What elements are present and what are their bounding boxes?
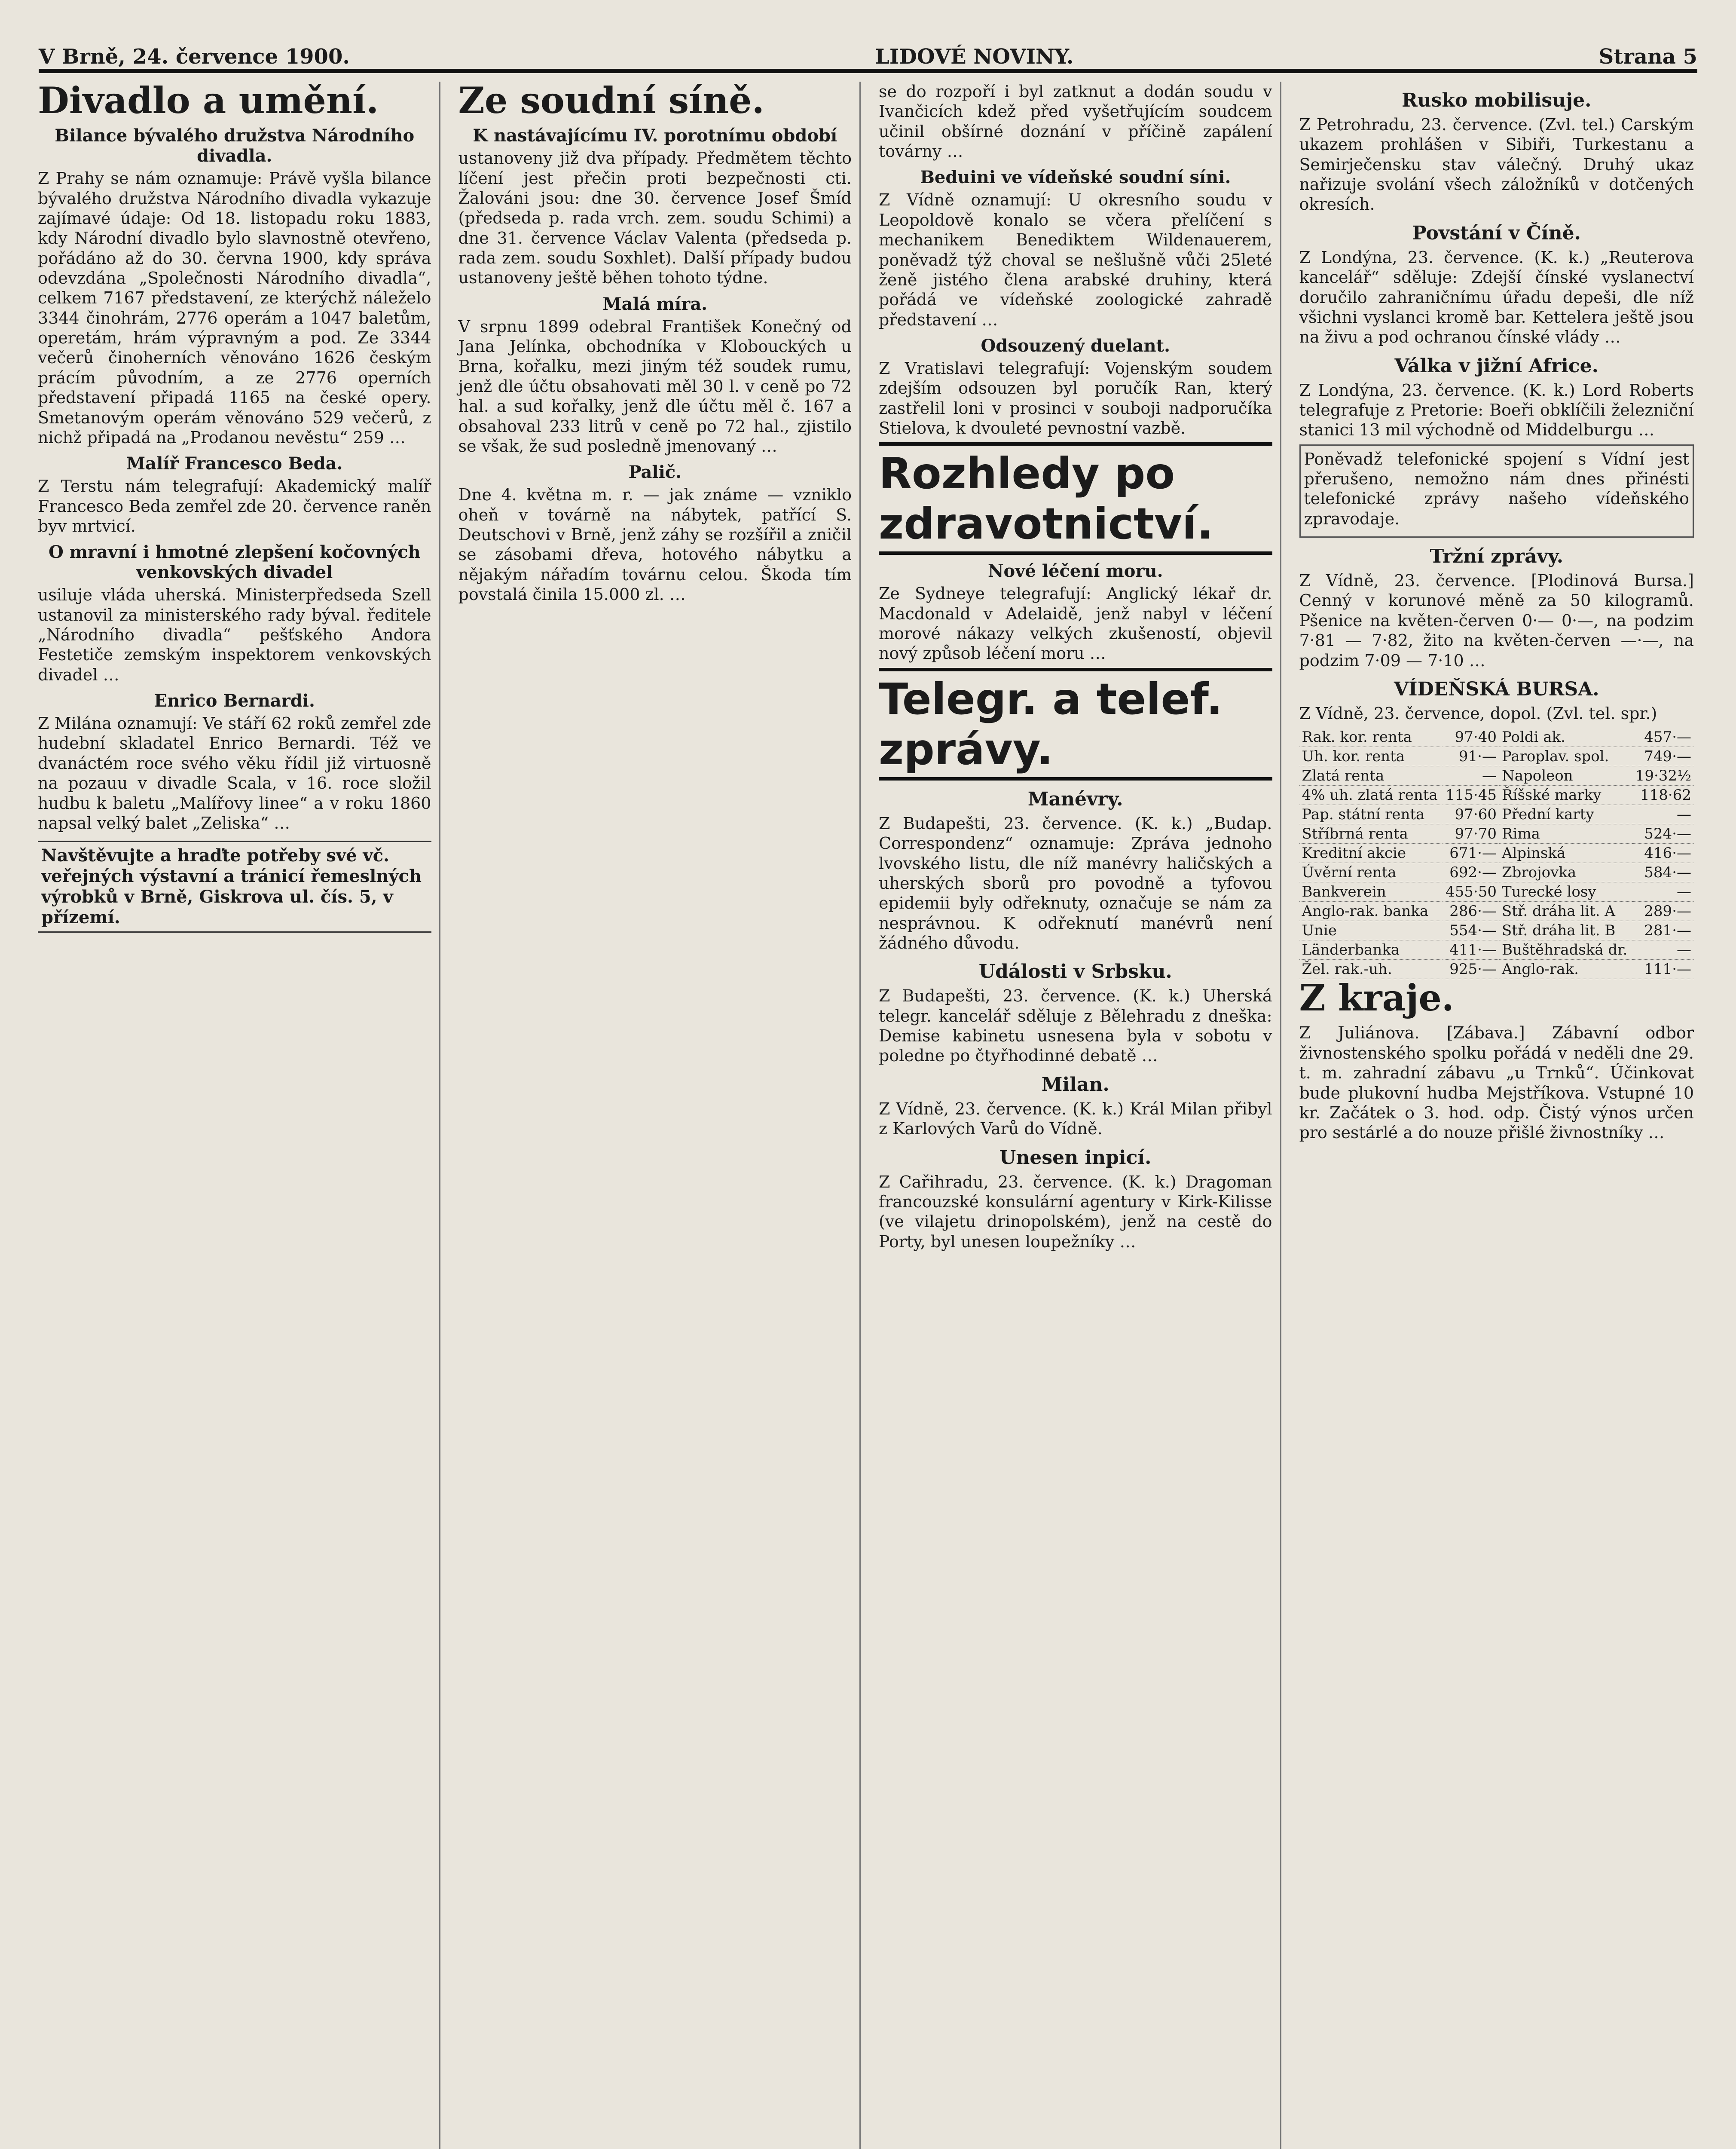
bursa-value: 749·—: [1632, 747, 1694, 766]
bursa-label: Poldi ak.: [1499, 728, 1632, 747]
bursa-label: Zbrojovka: [1499, 863, 1632, 882]
bursa-value: 286·—: [1442, 902, 1499, 921]
bursa-value: 97·40: [1442, 728, 1499, 747]
page-number: Strana 5: [1598, 45, 1697, 69]
bursa-label: Přední karty: [1499, 805, 1632, 824]
bursa-value: 281·—: [1632, 921, 1694, 940]
bursa-value: 457·—: [1632, 728, 1694, 747]
bursa-row: [1299, 940, 1694, 960]
article-text-bilance: Z Prahy se nám oznamuje: Právě vyšla bilance bývalého družstva Národního divadla vykazuje zajímavé údaje: Od 18. listopadu roku 1883, kdy Národní divadlo bylo slavnostně otevřeno, pořádáno až do 30. června 1900, kdy správa odevzdána „Společnosti Národního divadla“, celkem 7167 představení, ze kterýchž náleželo 3344 činohrám, 2776 operám a 1047 baletům, operetám, hrám výpravným a pod. Ze 3344 večerů činoherních věnováno 1626 českým prácím původním, a ze 2776 operních představení připadá 1165 na české opery. Smetanovým operám věnováno 529 večerů, z nichž připadá na „Prodanou nevěstu“ 259 …: [38, 169, 431, 447]
article-text-beda: Z Terstu nám telegrafují: Akademický malíř Francesco Beda zemřel zde 20. července raněn byv mrtvicí.: [38, 477, 431, 536]
article-title-milan: Milan.: [1041, 1073, 1109, 1096]
bursa-rows: [1299, 728, 1694, 979]
article-title-bilance: Bilance bývalého družstva Národního divadla.: [55, 126, 415, 166]
column-2: [451, 82, 861, 2149]
article-title-rusko: Rusko mobilisuje.: [1402, 89, 1592, 111]
article-text-kraje: Z Juliánova. [Zábava.] Zábavní odbor živnostenského spolku pořádá v neděli dne 29. t. m. zahradní zábavu „u Trnků“. Účinkovat bude plukovní hudba Mejstříkova. Vstupné 10 kr. Začátek o 3. hod. odp. Čistý výnos určen pro sestárlé a do nouze přišlé živnostníky …: [1299, 1023, 1694, 1142]
bursa-row: [1299, 882, 1694, 902]
article-title-beduini: Beduini ve vídeňské soudní síni.: [920, 167, 1231, 188]
article-text-trzni: Z Vídně, 23. července. [Plodinová Bursa.] Cenný v korunové měně za 50 kilogramů. Pšenice na květen-červen 0·— 0·—, na podzim 7·81 — 7·82, žito na květen-červen —·—, na podzim 7·09 — 7·10 …: [1299, 571, 1694, 670]
section-title-kraje: Z kraje.: [1299, 977, 1455, 1019]
bursa-row: [1299, 728, 1694, 747]
bursa-label: Rima: [1499, 824, 1632, 844]
bursa-value: 111·—: [1632, 960, 1694, 979]
bursa-row: [1299, 766, 1694, 786]
bursa-label: Kreditní akcie: [1299, 844, 1443, 863]
article-title-palic: Palič.: [628, 462, 682, 483]
bursa-label: Úvěrní renta: [1299, 863, 1443, 882]
column-3: [871, 82, 1281, 2149]
bursa-value: 115·45: [1442, 786, 1499, 805]
bursa-label: Napoleon: [1499, 766, 1632, 786]
newspaper-title: LIDOVÉ NOVINY.: [875, 45, 1074, 69]
section-title-court: Ze soudní síně.: [458, 82, 764, 122]
bursa-label: Stř. dráha lit. B: [1499, 921, 1632, 940]
telefon-notice-text: Poněvadž telefonické spojení s Vídní jest přerušeno, nemožno nám dnes přinésti telefonické zprávy našeho vídeňského zpravodaje.: [1304, 449, 1689, 528]
article-text-duelant: Z Vratislavi telegrafují: Vojenským soudem zdejším odsouzen byl poručík Ran, který zastřelil loni v prosinci v souboji nadporučíka Stielova, k dvouleté pevnostní vazbě.: [879, 358, 1272, 438]
article-text-mala: V srpnu 1899 odebral František Konečný od Jana Jelínka, obchodníka v Klobouckých u Brna, kořalku, mezi jiným též soudek rumu, jenž dle účtu obsahovati měl 30 l. v ceně po 72 hal. a sud kořalky, jenž dle účtu měl č. 167 a obsahoval 233 litrů v ceně po 72 hal., zjistilo se však, že sud posledně jmenovaný …: [458, 317, 852, 456]
issue-date: V Brně, 24. července 1900.: [39, 45, 350, 69]
article-text-bernardi: Z Milána oznamují: Ve stáří 62 roků zemřel zde hudební skladatel Enrico Bernardi. Též ve dvanáctém roce svého věku řídil již virtuosně na pozauu v divadle Scala, v 16. roce složil hudbu k baletu „Malířovy linee“ a v roku 1860 napsal velký balet „Zeliska“ …: [38, 714, 431, 833]
bursa-label: Paroplav. spol.: [1499, 747, 1632, 766]
bursa-value: 692·—: [1442, 863, 1499, 882]
bursa-value: 524·—: [1632, 824, 1694, 844]
bursa-row: [1299, 844, 1694, 863]
bursa-value: 97·60: [1442, 805, 1499, 824]
article-text-valka: Z Londýna, 23. července. (K. k.) Lord Roberts telegrafuje z Pretorie: Boeři obklíčili železniční stanici 13 mil východně od Middelburgu …: [1299, 380, 1694, 440]
bursa-label: Stř. dráha lit. A: [1499, 902, 1632, 921]
section-title-health: Rozhledy po zdravotnictví.: [879, 442, 1272, 555]
article-title-porotni: K nastávajícímu IV. porotnímu období: [473, 126, 837, 146]
bursa-label: Zlatá renta: [1299, 766, 1443, 786]
bursa-row: [1299, 921, 1694, 940]
bursa-value: 671·—: [1442, 844, 1499, 863]
bursa-label: Žel. rak.-uh.: [1299, 960, 1443, 979]
article-title-duelant: Odsouzený duelant.: [981, 335, 1171, 356]
article-title-kocovne: O mravní i hmotné zlepšení kočovných venkovských divadel: [48, 542, 421, 583]
bursa-table: [1299, 728, 1694, 979]
column-4: [1292, 82, 1702, 2149]
bursa-row: [1299, 805, 1694, 824]
article-text-povstani: Z Londýna, 23. července. (K. k.) „Reuterova kancelář“ sděluje: Zdejší čínské vyslanectví doručilo zahraničnímu úřadu depeši, dle níž všichni vyslanci kromě bar. Kettelera ještě jsou na živu a pod ochranou čínské vlády …: [1299, 248, 1694, 347]
bursa-row: [1299, 747, 1694, 766]
bursa-label: Buštěhradská dr.: [1499, 940, 1632, 960]
article-text-kocovne: usiluje vláda uherská. Ministerpředseda Szell ustanovil za ministerského rady býval. ředitele „Národního divadla“ pešťského Andora Festetiče zemským inspektorem venkovských divadel …: [38, 585, 431, 684]
bursa-label: Bankverein: [1299, 882, 1443, 902]
bursa-row: [1299, 902, 1694, 921]
bursa-value: 19·32½: [1632, 766, 1694, 786]
bursa-row: [1299, 786, 1694, 805]
article-title-valka: Válka v jižní Africe.: [1394, 355, 1598, 377]
bursa-label: Alpinská: [1499, 844, 1632, 863]
bursa-label: Unie: [1299, 921, 1443, 940]
article-text-palic: Dne 4. května m. r. — jak známe — vzniklo oheň v továrně na nábytek, patřící S. Deutschovi v Brně, jenž záhy se rozšířil a zničil se zásobami dřeva, hotového nábytku a nějakým nářadím továrnu celou. Škoda tím povstalá činila 15.000 zl. …: [458, 485, 852, 604]
article-title-unesen: Unesen inpicí.: [999, 1146, 1152, 1169]
bursa-label: Anglo-rak. banka: [1299, 902, 1443, 921]
article-title-mor: Nové léčení moru.: [987, 561, 1163, 582]
bursa-value: 411·—: [1442, 940, 1499, 960]
article-title-bernardi: Enrico Bernardi.: [154, 691, 315, 711]
bursa-subtitle: Z Vídně, 23. července, dopol. (Zvl. tel. spr.): [1299, 704, 1657, 723]
bursa-label: Rak. kor. renta: [1299, 728, 1443, 747]
bursa-value: —: [1442, 766, 1499, 786]
column-1: [30, 82, 440, 2149]
article-text-manevry: Z Budapešti, 23. července. (K. k.) „Budap. Correspondenz“ oznamuje: Zpráva jednoho lvovského listu, dle níž manévry haličských a uherských sborů pro povodně a tyfovou epidemii byly odřeknuty, označuje se nám za nesprávnou. K odřeknutí manévrů není žádného důvodu.: [879, 814, 1272, 952]
section-title-theater: Divadlo a umění.: [38, 82, 379, 122]
telefon-notice: [1299, 444, 1694, 538]
article-title-trzni: Tržní zprávy.: [1430, 545, 1564, 568]
article-text-milan: Z Vídně, 23. července. (K. k.) Král Milan přibyl z Karlových Varů do Vídně.: [879, 1099, 1272, 1139]
bursa-value: 91·—: [1442, 747, 1499, 766]
bursa-value: 554·—: [1442, 921, 1499, 940]
article-text-srbsko: Z Budapešti, 23. července. (K. k.) Uherská telegr. kancelář sděluje z Bělehradu z dneška: Demise kabinetu usnesena byla v sobotu v poledne po čtyřhodinné debatě …: [879, 986, 1272, 1065]
article-text-rusko: Z Petrohradu, 23. července. (Zvl. tel.) Carským ukazem prohlášen v Sibiři, Turkestanu a Semirječensku stav válečný. Druhý ukaz nařizuje svolání všech záložníků v dotčených okresích.: [1299, 115, 1694, 214]
bursa-value: —: [1632, 940, 1694, 960]
advert-notice: Navštěvujte a hraďte potřeby své vč. veřejných výstavní a tránicí řemeslných výrobků v Brně, Giskrova ul. čís. 5, v přízemí.: [38, 841, 431, 933]
bursa-value: —: [1632, 882, 1694, 902]
bursa-row: [1299, 863, 1694, 882]
article-title-beda: Malíř Francesco Beda.: [126, 453, 343, 474]
bursa-value: 97·70: [1442, 824, 1499, 844]
bursa-title: VÍDEŇSKÁ BURSA.: [1394, 678, 1599, 700]
bursa-value: 455·50: [1442, 882, 1499, 902]
article-text-porotni: ustanoveny již dva případy. Předmětem těchto líčení jest přečin proti bezpečnosti cti. Žalováni jsou: dne 30. července Josef Šmíd (předseda p. rada vrch. zem. soudu Schimi) a dne 31. července Václav Valenta (předseda p. rada zem. soudu Soxhlet). Další případy budou ustanoveny ještě běhen tohoto týdne.: [458, 149, 852, 288]
bursa-value: —: [1632, 805, 1694, 824]
bursa-value: 289·—: [1632, 902, 1694, 921]
bursa-label: Říšské marky: [1499, 786, 1632, 805]
bursa-value: 118·62: [1632, 786, 1694, 805]
article-title-povstani: Povstání v Číně.: [1412, 222, 1581, 244]
columns: [30, 82, 1702, 2149]
bursa-label: Turecké losy: [1499, 882, 1632, 902]
bursa-label: Stříbrná renta: [1299, 824, 1443, 844]
masthead: [39, 17, 1697, 73]
article-text-beduini: Z Vídně oznamují: U okresního soudu v Leopoldově konalo se včera přelíčení s mechanikem Benediktem Wildenauerem, poněvadž týž choval se nešlušně vůči 25leté ženě jistého člena arabské druhiny, která pořádá ve vídeňské zoologické zahradě představení …: [879, 190, 1272, 329]
article-text-continued: se do rozpoří i byl zatknut a dodán soudu v Ivančicích kdež před vyšetřujícím soudcem učinil obšírné doznání v příčině zapálení továrny …: [879, 82, 1272, 161]
article-title-mala: Malá míra.: [602, 294, 708, 314]
bursa-value: 416·—: [1632, 844, 1694, 863]
bursa-value: 584·—: [1632, 863, 1694, 882]
bursa-value: 925·—: [1442, 960, 1499, 979]
article-title-manevry: Manévry.: [1027, 788, 1123, 810]
bursa-row: [1299, 960, 1694, 979]
bursa-row: [1299, 824, 1694, 844]
bursa-label: Uh. kor. renta: [1299, 747, 1443, 766]
bursa-label: Anglo-rak.: [1499, 960, 1632, 979]
article-title-srbsko: Události v Srbsku.: [978, 961, 1172, 983]
section-title-telegr: Telegr. a telef. zprávy.: [879, 668, 1272, 781]
article-text-mor: Ze Sydneye telegrafují: Anglický lékař dr. Macdonald v Adelaidě, jenž nabyl v léčení morové nákazy velkých zkušeností, objevil nový způsob léčení moru …: [879, 584, 1272, 663]
bursa-label: Pap. státní renta: [1299, 805, 1443, 824]
bursa-label: Länderbanka: [1299, 940, 1443, 960]
bursa-label: 4% uh. zlatá renta: [1299, 786, 1443, 805]
article-text-unesen: Z Cařihradu, 23. července. (K. k.) Dragoman francouzské konsulární agentury v Kirk-Kilisse (ve vilajetu drinopolském), jenž na cestě do Porty, byl unesen loupežníky …: [879, 1172, 1272, 1251]
